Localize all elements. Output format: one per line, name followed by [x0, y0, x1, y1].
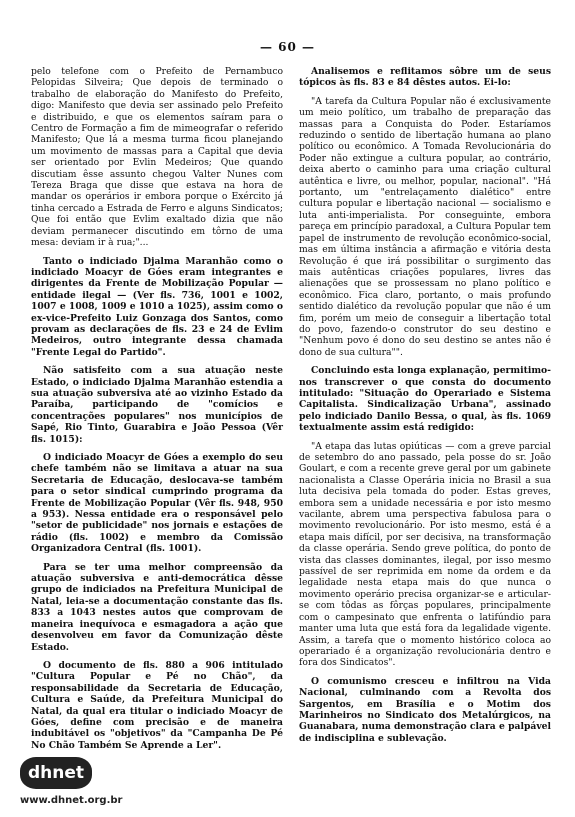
right-paragraph-5: O comunismo cresceu e infiltrou na Vida Nacional, culminando com a Revolta dos Sargentos, em Brasília e o Motim dos Marinheiros no Sindicato dos Metalúrgicos, na Guanabara, numa demonstração clara e palpável de indisciplina e sublevação.: [299, 675, 551, 744]
left-paragraph-4: O indiciado Moacyr de Góes a exemplo do seu chefe também não se limitava a atuar na sua Secretaria de Educação, deslocava-se também para o setor sindical cumprindo programa da Frente de Mobilização Popular (Vêr fls. 948, 950 a 953). Nessa entidade era o responsável pelo "setor de publicidade" nos jornais e estações de rádio (fls. 1002) e membro da Comissão Organizadora Central (fls. 1001).: [31, 452, 283, 555]
right-paragraph-2: "A tarefa da Cultura Popular não é exclusivamente um meio político, um trabalho de preparação das massas para a Conquista do Poder. Estaríamos reduzindo o sentido de libertação humana ao plano político ou econômico. A Tomada Revolucionária do Poder não extingue a cultura popular, ao contrário, deixa aberto o caminho para uma criação cultural autêntica e livre, ou melhor, popular, nacional". "Há portanto, um "entrelaçamento dialético" entre cultura popular e libertação nacional — socialismo e luta anti-imperialista. Por conseguinte, embora pareça em princípio paradoxal, a Cultura Popular tem papel de instrumento de revolução econômico-social, mas em última instância a afirmação e vitória desta Revolução é que irá possibilitar o surgimento das mais autênticas criações populares, livres das alienações que se prossessam no plano político e econômico. Fica claro, portanto, o mais profundo sentido dialético da revolução popular que não é um fim, porém um meio de conseguir a libertação total do povo, fazendo-o construtor do seu destino e "Nenhum povo é dono do seu destino se antes não é dono de sua cultura"".: [299, 95, 551, 358]
left-paragraph-3: Não satisfeito com a sua atuação neste Estado, o indiciado Djalma Maranhão estendia a sua atuação subversiva até ao vizinho Estado da Paraíba, participando de "comícios e concentrações populares" nos municípios de Sapé, Rio Tinto, Guarabira e João Pessoa (Vêr fls. 1015):: [31, 365, 283, 445]
right-column: [299, 66, 551, 751]
right-paragraph-1: Analisemos e reflitamos sôbre um de seus tópicos às fls. 83 e 84 dêstes autos. Ei-lo:: [299, 66, 551, 89]
dhnet-logo-mark: dhnet: [20, 757, 92, 789]
right-paragraph-3: Concluindo esta longa explanação, permitimo-nos transcrever o que consta do documento intitulado: "Situação do Operariado e Sistema Capitalista. Sindicalização Urbana", assinado pelo indiciado Danilo Bessa, o qual, às fls. 1069 textualmente assim está redigido:: [299, 365, 551, 434]
right-paragraph-4: "A etapa das lutas opiúticas — com a greve parcial de setembro do ano passado, pela posse do sr. João Goulart, e com a recente greve geral por um gabinete nacionalista a Classe Operária inicia no Brasil a sua luta decisiva pela tomada do poder. Estas greves, embora sem a unidade necessária e por isto mesmo vacilante, abrem uma perspectiva fabulosa para o movimento revolucionário. Por isto mesmo, está é a etapa mais difícil, por ser decisiva, na transformação da classe operária. Sendo greve política, do ponto de vista das classes dominantes, ilegal, por isso mesmo passível de ser reprimida em nome da ordem e da legalidade nesta etapa mais do que nunca o movimento operário precisa organizar-se e articular-se com tôdas as fôrças populares, principalmente com o campesinato que enfrenta o latifúndio para manter uma luta que está fora da legalidade vigente. Assim, a tarefa que o momento histórico coloca ao operariado é a organização revolucionária dentro e fora dos Sindicatos".: [299, 440, 551, 669]
left-paragraph-6: O documento de fls. 880 a 906 intitulado "Cultura Popular e Pé no Chão", da responsabilidade da Secretaria de Educação, Cultura e Saúde, da Prefeitura Municipal do Natal, da qual era titular o indiciado Moacyr de Góes, define com precisão e de maneira indubitável os "objetivos" da "Campanha De Pé No Chão Também Se Aprende a Ler".: [31, 659, 283, 751]
dhnet-logo[interactable]: [20, 757, 132, 811]
dhnet-url[interactable]: www.dhnet.org.br: [20, 795, 123, 806]
left-paragraph-1: pelo telefone com o Prefeito de Pernambuco Pelopidas Silveira; Que depois de terminado o trabalho de elaboração do Manifesto do Prefeito, digo: Manifesto que devia ser assinado pelo Prefeito e distribuido, e que os elementos saíram para o Centro de Formação a fim de mimeografar o referido Manifesto; Que lá a mesma turma ficou planejando um movimento de massas para a Capital que devia ser orientado por Evlin Medeiros; Que quando discutiam êsse assunto chegou Valter Nunes com Tereza Braga que disse que estava na hora de mandar os operários ir embora porque o Exército já tinha cercado a Estrada de Ferro e alguns Sindicatos; Que foi então que Evlim exaltado dizia que não deviam permanecer discutindo em tôrno de uma mesa: deviam ir à rua;"...: [31, 66, 283, 249]
left-column: [31, 66, 283, 758]
left-paragraph-2: Tanto o indiciado Djalma Maranhão como o indiciado Moacyr de Góes eram integrantes e dirigentes da Frente de Mobilização Popular — entidade ilegal — (Ver fls. 736, 1001 e 1002, 1007 e 1008, 1009 e 1010 a 1025), assim como o ex-vice-Prefeito Luiz Gonzaga dos Santos, como provam as declarações de fls. 23 e 24 de Evlim Medeiros, outro integrante dessa chamada "Frente Legal do Partido".: [31, 255, 283, 358]
left-paragraph-5: Para se ter uma melhor compreensão da atuação subversiva e anti-democrática dêsse grupo de indiciados na Prefeitura Municipal de Natal, leia-se a documentação constante das fls. 833 a 1043 nestes autos que comprovam de maneira inequívoca e esmagadora a ação que desenvolveu em favor da Comunização dêste Estado.: [31, 561, 283, 653]
page-number: — 60 —: [259, 40, 316, 54]
